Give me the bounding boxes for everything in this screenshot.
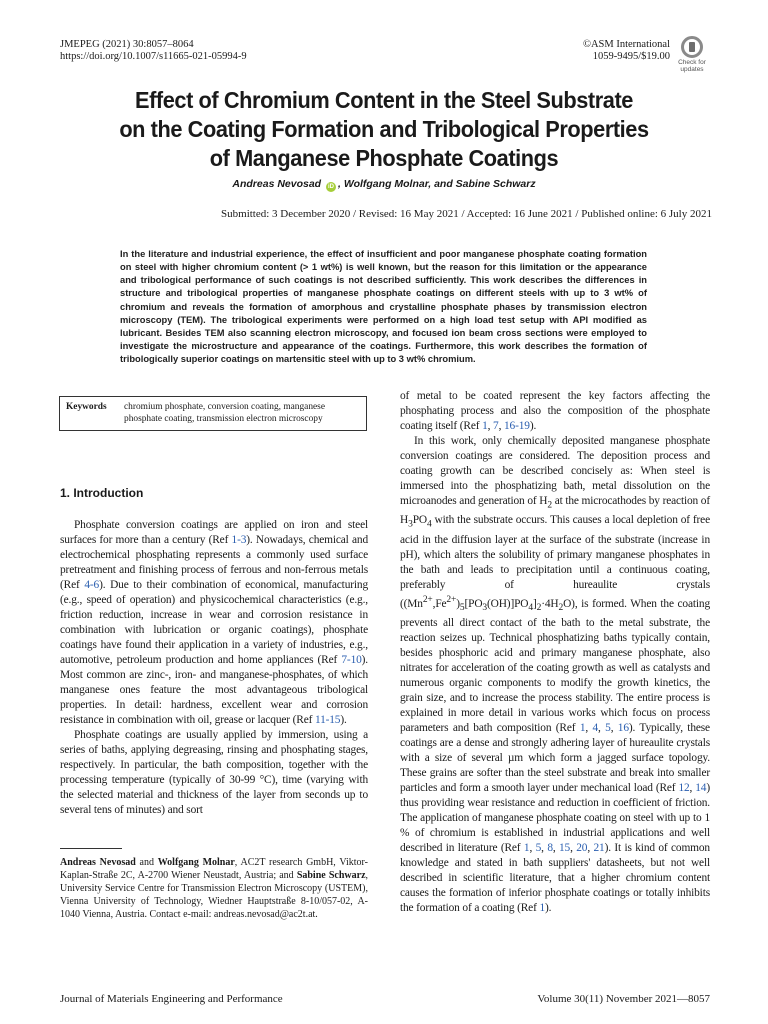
citation-link[interactable]: 15	[559, 841, 571, 854]
right-column	[400, 389, 710, 916]
keywords-label: Keywords	[66, 402, 107, 412]
citation-link[interactable]: 16	[617, 721, 629, 734]
citation-link[interactable]: 8	[547, 841, 553, 854]
author-rest: , Wolfgang Molnar, and Sabine Schwarz	[338, 178, 536, 190]
citation-link[interactable]: 1-3	[231, 534, 247, 546]
intro-paragraph-1: Phosphate conversion coatings are applied on iron and steel surfaces for more than a century (Ref 1-3). Nowadays, chemical and electrochemical phosphating represents a commonly used surface pretreatment and finishing process of ferrous and non-ferrous metals (Ref 4-6). Due to their combination of economical, manufacturing (e.g., speed of operation) and physicochemical characteristics (e.g., friction reduction, increase in wear and corrosion resistance in combination with lubrication or organic coatings), phosphate coatings have found their application in a variety of industries, e.g., automotive, petroleum production and home appliances (Ref 7-10). Most common are zinc-, iron- and manganese-phosphates, of which manganese ones feature the most advantageous tribological properties. In detail: hardness, excellent wear and corrosion resistance in combination with oil, grease or lacquer (Ref 11-15).	[60, 519, 368, 726]
citation-link[interactable]: 5	[605, 721, 611, 734]
citation-link[interactable]: 12	[678, 781, 690, 794]
footnote-divider	[60, 848, 122, 849]
intro-paragraph-2: Phosphate coatings are usually applied by immersion, using a series of baths, applying degreasing, rinsing and phosphating stages, respectively. In particular, the bath composition, together with the processing temperature (typically of 30-99 °C), time (varying with the selected material and thickness of the layer from seconds up to several tens of minutes) and sort	[60, 729, 368, 816]
citation-link[interactable]: 5	[535, 841, 542, 854]
author-first: Andreas Nevosad	[232, 178, 322, 190]
title-line-2: on the Coating Formation and Tribological Properties	[119, 116, 649, 142]
citation-link[interactable]: 11-15	[314, 714, 341, 726]
footer-volume-page: Volume 30(11) November 2021—8057	[537, 993, 710, 1005]
citation-link[interactable]: 16-19	[504, 420, 530, 432]
running-header-right	[583, 39, 670, 63]
check-updates-icon	[681, 36, 703, 58]
citation-link[interactable]: 21	[593, 841, 605, 854]
badge-caption: Check for updates	[678, 59, 706, 73]
running-header-left	[60, 39, 247, 63]
citation-link[interactable]: 1	[539, 901, 545, 914]
journal-citation: JMEPEG (2021) 30:8057–8064	[60, 39, 194, 50]
citation-link[interactable]: 1	[482, 420, 488, 432]
citation-link[interactable]: 20	[576, 841, 588, 854]
check-for-updates-badge[interactable]	[674, 36, 710, 76]
author-affiliations: Andreas Nevosad and Wolfgang Molnar, AC2T research GmbH, Viktor-Kaplan-Straße 2C, A-2700 Wiener Neustadt, Austria; and Sabine Schwarz, University Service Centre for Transmission Electron Microscopy (USTEM), Vienna University of Technology, Wiedner Hauptstraße 8-10/057-02, A-1040 Vienna, Austria. Contact e-mail: andreas.nevosad@ac2t.at.	[60, 857, 369, 920]
footer-journal-name: Journal of Materials Engineering and Performance	[60, 993, 283, 1005]
title-line-3: of Manganese Phosphate Coatings	[209, 145, 559, 171]
section-heading-introduction: 1. Introduction	[60, 486, 144, 500]
intro-paragraph-2-continued: of metal to be coated represent the key factors affecting the phosphating process and also the composition of the phosphate coating itself (Ref 1, 7, 16-19).	[400, 390, 710, 432]
citation-link[interactable]: 14	[695, 781, 707, 794]
publication-dates: Submitted: 3 December 2020 / Revised: 16 May 2021 / Accepted: 16 June 2021 / Published online: 6 July 2021	[221, 208, 712, 220]
keywords-text: chromium phosphate, conversion coating, manganese phosphate coating, transmission electron microscopy	[124, 402, 325, 424]
paper-title	[64, 86, 704, 173]
keywords-box	[59, 396, 367, 431]
abstract: In the literature and industrial experience, the effect of insufficient and poor manganese phosphate coating formation on steel with higher chromium content (> 1 wt%) is well known, but the reason for this limitation or the appearance and tribological performance of such coatings is not described sufficiently. This work describes the differences in structure and tribological properties of manganese phosphate coatings on different steels with up to 3 wt% of chromium and reveals the formation of amorphous and crystalline phosphate phases by transmission electron microscopy (TEM). The tribological experiments were performed on a high load test setup with API modified as lubricant. Besides TEM also scanning electron microscopy, and focused ion beam cross sections were employed to investigate the microstructure and appearance of the coatings. Furthermore, this work describes the formation of tribologically superior coatings on martensitic steel with up to 3 wt% chromium.	[120, 249, 647, 365]
citation-link[interactable]: 7-10	[341, 654, 362, 666]
copyright-line: ©ASM International	[582, 39, 670, 50]
citation-link[interactable]: 4-6	[84, 579, 100, 591]
author-list	[40, 178, 728, 192]
doi-link[interactable]: https://doi.org/10.1007/s11665-021-05994-9	[60, 51, 247, 62]
citation-link[interactable]: 1	[579, 721, 586, 734]
citation-link[interactable]: 7	[493, 420, 499, 432]
citation-link[interactable]: 4	[592, 721, 599, 734]
title-line-1: Effect of Chromium Content in the Steel Substrate	[135, 87, 633, 113]
citation-link[interactable]: 1	[523, 841, 530, 854]
issn-line: 1059-9495/$19.00	[592, 51, 670, 62]
orcid-icon[interactable]: iD	[328, 184, 335, 190]
intro-paragraph-3: In this work, only chemically deposited manganese phosphate conversion coatings are considered. The deposition process and coating growth can be described concisely as: When steel is immersed into the phosphatizing bath, metal dissolution on the microanodes and generation of $H_2$ at the microcathodes by reaction of $H_3PO_4$ with the substrate occurs. This causes a local depletion of free acid in the diffusion layer at the surface of the substrate (increase in pH), which alters the solubility of primary manganese phosphates in the bath and leads to precipitation until a continuous coating, preferably of hureaulite crystals $((Mn^{2+},Fe^{2+})_5[PO_3(OH)]PO_4]_2\cdot 4H_2O$), is formed. When the coating prevents all direct contact of the bath to the metal substrate, the reaction seizes up. Technical phosphatizing baths typically contain, besides phosphoric acid and primary manganese phosphate, also nitrates for acceleration of the coating growth as well as catalysts and numerous organic components to modify the growth kinetics, the grain size, and to increase the process stability. The entire process is explained in more detail in various works which focus on process parameters and bath composition (Ref 1, 4, 5, 16). Typically, these coatings are a dense and strongly adhering layer of hureaulite crystals with a size of several µm which form a jagged surface topology. These grains are softer than the steel substrate and break into smaller particles and form a smooth layer under mechanical load (Ref 12, 14) thus providing wear resistance and reduction in coefficient of friction. The application of manganese phosphate coating on steel with up to 1 % of chromium is established in industrial applications and well described in literature (Ref 1, 5, 8, 15, 20, 21). It is kind of common knowledge and stated in bath suppliers' datasheets, but not well described in scientific literature, that a higher chromium content causes the formation of inferior phosphate coatings or totally inhibits the formation of a coating (Ref 1).	[400, 435, 710, 914]
left-column	[60, 518, 368, 818]
